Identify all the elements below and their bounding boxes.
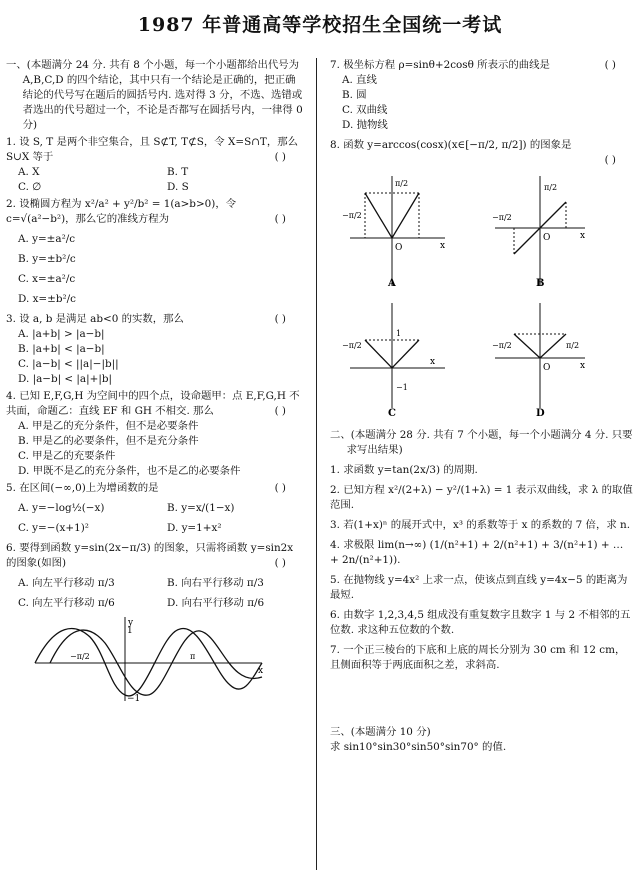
q3-option-d: D. |a−b| < |a|+|b|: [18, 373, 112, 385]
q2-stem: 2. 设椭圆方程为 x²/a² + y²/b² = 1(a>b>0)，令 c=√(a²−b²)，那么它的准线方程为: [6, 198, 237, 225]
section2-item: 7. 一个正三棱台的下底和上底的周长分别为 30 cm 和 12 cm，且侧面积等于两底面积之差，求斜高.: [330, 644, 626, 671]
question-7: [330, 58, 634, 133]
tick-label: π/2: [395, 179, 409, 188]
q5-stem: 5. 在区间(−∞,0)上为增函数的是: [6, 482, 159, 494]
right-column: [330, 58, 634, 755]
q6-option-b: B. 向右平行移动 π/3: [167, 577, 264, 589]
tick-label-one: 1: [127, 626, 133, 636]
question-6: [6, 541, 304, 611]
q5-option-d: D. y=1+x²: [167, 522, 222, 534]
q1-option-d: D. S: [167, 181, 189, 193]
q2-option-a: A. y=±a²/c: [18, 233, 76, 245]
q3-stem: 3. 设 a, b 是满足 ab<0 的实数，那么: [6, 313, 184, 325]
q7-option-a: A. 直线: [342, 74, 377, 86]
section2-item: 6. 由数字 1,2,3,4,5 组成没有重复数字且数字 1 与 2 不相邻的五位数. 求这种五位数的个数.: [330, 609, 631, 636]
section2-item: 2. 已知方程 x²/(2+λ) − y²/(1+λ) = 1 表示双曲线，求 λ 的取值范围.: [330, 484, 633, 511]
q3-option-a: A. |a+b| > |a−b|: [18, 328, 105, 340]
answer-paren: ( ): [274, 405, 286, 417]
section1-header: 一、(本题满分 24 分. 共有 8 个小题，每一个小题都给出代号为 A,B,C,D 的四个结论，其中只有一个结论是正确的，把正确结论的代号写在题后的圆括号内. 选对得 3 分，不选、选错或者选出的代号超过一个，不论是否都写在圆括号内，一律得 0 分): [6, 59, 303, 131]
q1-stem: 1. 设 S, T 是两个非空集合，且 S⊄T, T⊄S，令 X=S∩T，那么 S∪X 等于: [6, 136, 299, 163]
question-1: [6, 135, 304, 195]
section2-item: 1. 求函数 y=tan(2x/3) 的周期.: [330, 464, 478, 476]
question-3: [6, 312, 304, 387]
q2-option-b: B. y=±b²/c: [18, 253, 76, 265]
q7-option-b: B. 圆: [342, 89, 367, 101]
answer-paren: ( ): [274, 151, 286, 163]
answer-paren: ( ): [274, 482, 286, 494]
section2-header: 二、(本题满分 28 分. 共有 7 个小题，每一个小题满分 4 分. 只要求写出结果): [330, 429, 633, 456]
tick-label: −π/2: [342, 211, 362, 220]
column-divider: [316, 58, 317, 870]
origin-label: O: [543, 233, 551, 243]
graph-b: [492, 176, 585, 289]
axis-label-x: x: [440, 241, 446, 251]
origin-label: O: [543, 363, 551, 373]
tick-label: 1: [396, 329, 402, 338]
tick-label-neg-one: −1: [127, 694, 141, 703]
axis-label-x: x: [580, 361, 586, 371]
answer-paren: ( ): [274, 213, 286, 225]
q8-stem: 8. 函数 y=arccos(cosx)(x∈[−π/2, π/2]) 的图象是: [330, 139, 572, 151]
graph-label-d: D: [536, 408, 545, 418]
q7-option-c: C. 双曲线: [342, 104, 388, 116]
q8-graph-options: [330, 168, 630, 418]
tick-label-pi: π: [190, 652, 196, 661]
origin-label: O: [395, 243, 403, 253]
question-2: [6, 197, 304, 307]
graph-a: [342, 176, 445, 289]
section3-text: 求 sin10°sin30°sin50°sin70° 的值.: [330, 741, 507, 753]
q4-stem: 4. 已知 E,F,G,H 为空间中的四个点，设命题甲：点 E,F,G,H 不共面，命题乙：直线 EF 和 GH 不相交. 那么: [6, 390, 300, 417]
q6-option-d: D. 向右平行移动 π/6: [167, 597, 265, 609]
tick-label: −π/2: [492, 341, 512, 350]
section3-header: 三、(本题满分 10 分): [330, 726, 431, 738]
section2-item: 5. 在抛物线 y=4x² 上求一点，使该点到直线 y=4x−5 的距离为最短.: [330, 574, 628, 601]
q5-option-b: B. y=x/(1−x): [167, 502, 235, 514]
q2-option-c: C. x=±a²/c: [18, 273, 76, 285]
answer-paren: ( ): [604, 154, 616, 166]
answer-paren: ( ): [274, 313, 286, 325]
graph-label-a: A: [388, 278, 396, 289]
q4-option-d: D. 甲既不是乙的充分条件，也不是乙的必要条件: [18, 465, 241, 477]
answer-paren: ( ): [604, 59, 616, 71]
q3-option-c: C. |a−b| < ||a|−|b||: [18, 358, 119, 370]
section2-list: [330, 463, 634, 673]
q7-stem: 7. 极坐标方程 ρ=sinθ+2cosθ 所表示的曲线是: [330, 59, 550, 71]
q1-option-a: A. X: [18, 166, 40, 178]
axis-label-x: x: [430, 357, 436, 367]
q2-option-d: D. x=±b²/c: [18, 293, 76, 305]
graph-label-c: C: [388, 408, 396, 418]
graph-d: [492, 303, 585, 418]
section2-item: 3. 若(1+x)ⁿ 的展开式中，x³ 的系数等于 x 的系数的 7 倍，求 n.: [330, 519, 631, 531]
question-4: [6, 389, 304, 479]
q4-option-a: A. 甲是乙的充分条件，但不是必要条件: [18, 420, 199, 432]
tick-label: −π/2: [492, 213, 512, 222]
q5-option-a: A. y=−log½(−x): [18, 502, 105, 514]
q3-option-b: B. |a+b| < |a−b|: [18, 343, 105, 355]
page-title: 1987 年普通高等学校招生全国统一考试: [137, 14, 503, 36]
tick-label-neg-pi2: −π/2: [70, 652, 90, 661]
q6-option-a: A. 向左平行移动 π/3: [18, 577, 115, 589]
q6-stem: 6. 要得到函数 y=sin(2x−π/3) 的图象，只需将函数 y=sin2x 的图象(如图): [6, 542, 294, 569]
q4-option-c: C. 甲是乙的充要条件: [18, 450, 116, 462]
axis-label-x: x: [580, 231, 586, 241]
graph-label-b: B: [536, 278, 545, 289]
q1-option-b: B. T: [167, 166, 189, 178]
q6-option-c: C. 向左平行移动 π/6: [18, 597, 115, 609]
section2-item: 4. 求极限 lim(n→∞) (1/(n²+1) + 2/(n²+1) + 3/(n²+1) + … + 2n/(n²+1)).: [330, 539, 624, 566]
tick-label: −π/2: [342, 341, 362, 350]
q5-option-c: C. y=−(x+1)²: [18, 522, 89, 534]
tick-label: π/2: [566, 341, 580, 350]
axis-label-y: y: [128, 618, 134, 628]
sine-wave-figure: [30, 613, 270, 703]
q1-option-c: C. ∅: [18, 181, 42, 193]
left-column: [6, 58, 304, 708]
axis-label-x: x: [258, 666, 264, 676]
tick-label: π/2: [544, 183, 558, 192]
tick-label: −1: [396, 383, 408, 392]
q4-option-b: B. 甲是乙的必要条件，但不是充分条件: [18, 435, 199, 447]
graph-c: [342, 303, 445, 418]
q7-option-d: D. 抛物线: [342, 119, 388, 131]
question-5: [6, 481, 304, 536]
answer-paren: ( ): [274, 557, 286, 569]
question-8: [330, 138, 634, 168]
